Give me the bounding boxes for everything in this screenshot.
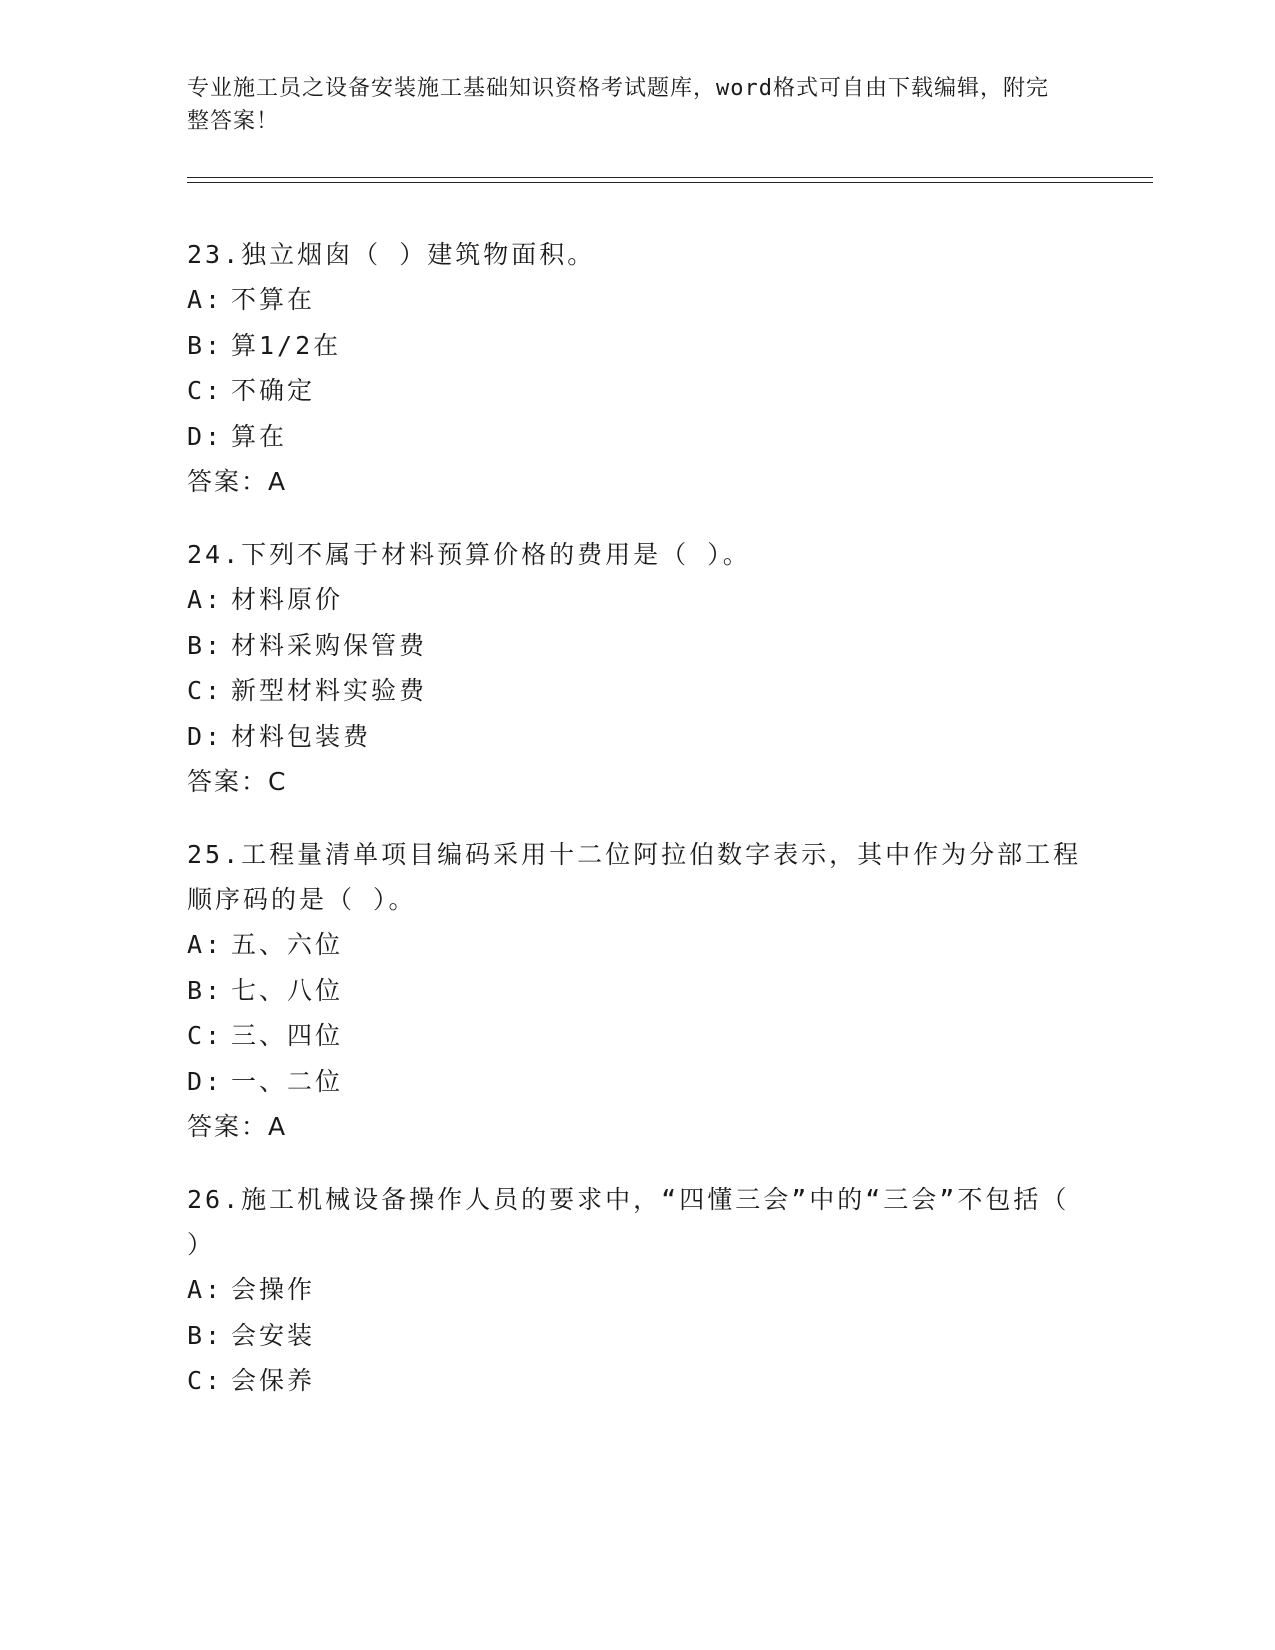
option-b [187,623,1087,669]
answer-line: 答案：C [187,767,288,796]
option-b [187,323,1087,369]
option-text: 一、二位 [231,1066,344,1096]
option-key: D: [187,721,224,751]
answer-line: 答案：A [187,467,288,496]
option-a [187,577,1087,623]
option-b [187,1313,1087,1359]
option-key: C: [187,1021,224,1050]
question-list [187,232,1087,1432]
option-a [187,922,1087,968]
option-key: A: [187,930,224,959]
option-b [187,968,1087,1014]
option-text: 七、八位 [231,975,344,1005]
option-text: 新型材料实验费 [231,676,428,705]
question-stem: 25.工程量清单项目编码采用十二位阿拉伯数字表示，其中作为分部工程顺序码的是（ ）。 [187,840,1082,914]
answer-line: 答案：A [187,1112,288,1141]
option-text: 会安装 [231,1320,316,1350]
document-header: 专业施工员之设备安装施工基础知识资格考试题库，word格式可自由下载编辑，附完整答案！ [187,76,1049,134]
option-text: 不算在 [231,285,316,314]
option-key: C: [187,1366,224,1395]
option-text: 三、四位 [231,1021,344,1050]
option-text: 算在 [231,421,288,451]
question-23 [187,232,1087,504]
option-text: 不确定 [231,376,316,405]
option-d [187,714,1087,760]
option-c [187,668,1087,714]
option-text: 会操作 [231,1275,316,1304]
option-text: 材料原价 [231,585,344,614]
option-d [187,1059,1087,1105]
question-25 [187,832,1087,1149]
question-stem: 23.独立烟囱（ ）建筑物面积。 [187,240,596,269]
question-stem: 26.施工机械设备操作人员的要求中，“四懂三会”中的“三会”不包括（ ） [187,1185,1070,1259]
option-a [187,277,1087,323]
option-key: B: [187,630,224,660]
question-26 [187,1177,1087,1404]
option-key: C: [187,676,224,705]
option-key: B: [187,330,224,360]
header-divider-bottom [187,182,1153,183]
option-key: D: [187,421,224,451]
header-divider-top [187,177,1153,178]
question-stem: 24.下列不属于材料预算价格的费用是（ ）。 [187,540,751,569]
option-a [187,1267,1087,1313]
option-c [187,1013,1087,1059]
option-text: 算1/2在 [231,330,342,360]
option-text: 材料包装费 [231,721,372,751]
option-c [187,368,1087,414]
question-24 [187,532,1087,804]
option-text: 材料采购保管费 [231,630,428,660]
option-key: B: [187,1320,224,1350]
option-c [187,1358,1087,1404]
option-key: A: [187,285,224,314]
option-key: B: [187,975,224,1005]
option-d [187,414,1087,460]
option-key: D: [187,1066,224,1096]
option-key: A: [187,585,224,614]
option-key: C: [187,376,224,405]
option-text: 五、六位 [231,930,344,959]
option-key: A: [187,1275,224,1304]
option-text: 会保养 [231,1366,316,1395]
